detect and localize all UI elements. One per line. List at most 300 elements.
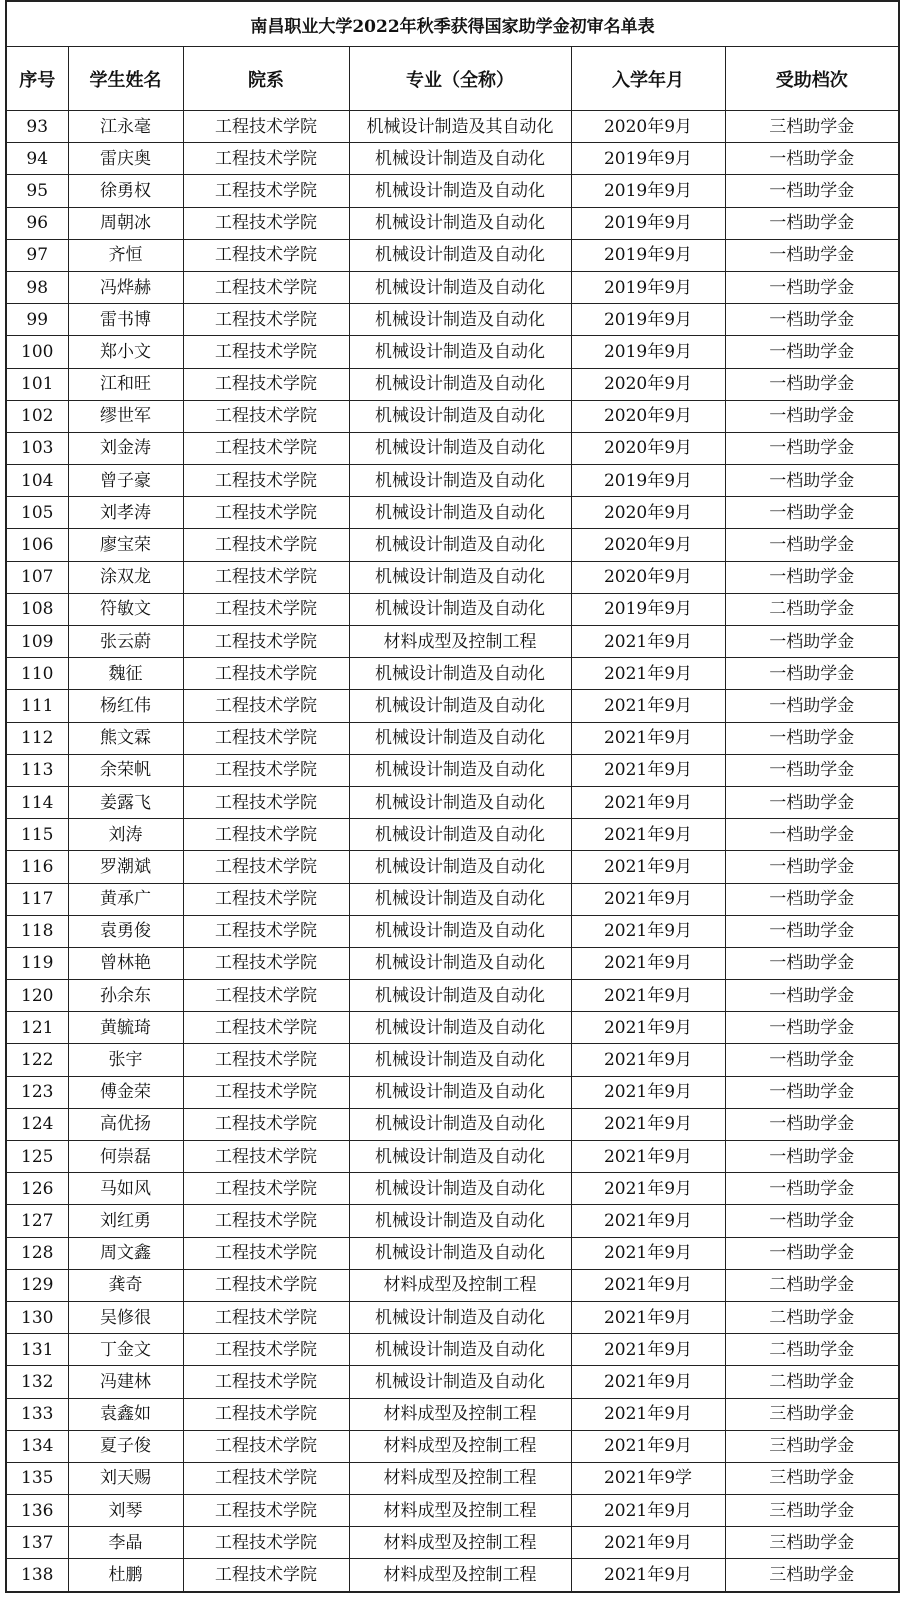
table-row (6, 754, 899, 786)
cell-student-name: 涂双龙 (68, 561, 183, 593)
cell-major: 材料成型及控制工程 (349, 1559, 571, 1592)
cell-grant-level: 一档助学金 (725, 722, 899, 754)
cell-student-name: 刘涛 (68, 819, 183, 851)
cell-enrollment-date: 2021年9月 (571, 786, 725, 818)
cell-major: 材料成型及控制工程 (349, 1398, 571, 1430)
header-enrollment-date: 入学年月 (571, 47, 725, 111)
cell-department: 工程技术学院 (183, 1044, 349, 1076)
cell-major: 材料成型及控制工程 (349, 1527, 571, 1559)
cell-major: 机械设计制造及自动化 (349, 658, 571, 690)
table-row (6, 1334, 899, 1366)
table-row (6, 1495, 899, 1527)
table-row (6, 1076, 899, 1108)
cell-student-name: 魏征 (68, 658, 183, 690)
cell-major: 机械设计制造及其自动化 (349, 111, 571, 143)
table-row (6, 1559, 899, 1592)
table-row (6, 561, 899, 593)
cell-enrollment-date: 2021年9月 (571, 690, 725, 722)
cell-enrollment-date: 2021年9月 (571, 754, 725, 786)
cell-major: 机械设计制造及自动化 (349, 786, 571, 818)
cell-grant-level: 一档助学金 (725, 851, 899, 883)
cell-seq: 117 (6, 883, 68, 915)
cell-student-name: 黄承广 (68, 883, 183, 915)
cell-department: 工程技术学院 (183, 1173, 349, 1205)
table-row (6, 1462, 899, 1494)
cell-department: 工程技术学院 (183, 465, 349, 497)
cell-major: 机械设计制造及自动化 (349, 754, 571, 786)
cell-grant-level: 一档助学金 (725, 1205, 899, 1237)
cell-enrollment-date: 2021年9月 (571, 1430, 725, 1462)
cell-major: 机械设计制造及自动化 (349, 593, 571, 625)
cell-grant-level: 一档助学金 (725, 400, 899, 432)
cell-seq: 98 (6, 271, 68, 303)
cell-student-name: 李晶 (68, 1527, 183, 1559)
cell-enrollment-date: 2019年9月 (571, 175, 725, 207)
table-row (6, 1173, 899, 1205)
cell-enrollment-date: 2021年9月 (571, 1527, 725, 1559)
cell-grant-level: 二档助学金 (725, 1334, 899, 1366)
cell-major: 机械设计制造及自动化 (349, 432, 571, 464)
cell-department: 工程技术学院 (183, 658, 349, 690)
cell-seq: 102 (6, 400, 68, 432)
table-row (6, 658, 899, 690)
cell-department: 工程技术学院 (183, 175, 349, 207)
cell-major: 机械设计制造及自动化 (349, 819, 571, 851)
cell-enrollment-date: 2021年9学 (571, 1462, 725, 1494)
cell-department: 工程技术学院 (183, 529, 349, 561)
cell-major: 机械设计制造及自动化 (349, 980, 571, 1012)
cell-enrollment-date: 2021年9月 (571, 722, 725, 754)
cell-enrollment-date: 2019年9月 (571, 207, 725, 239)
cell-major: 机械设计制造及自动化 (349, 690, 571, 722)
cell-student-name: 徐勇权 (68, 175, 183, 207)
cell-major: 机械设计制造及自动化 (349, 175, 571, 207)
cell-department: 工程技术学院 (183, 1462, 349, 1494)
cell-grant-level: 一档助学金 (725, 304, 899, 336)
cell-student-name: 曾林艳 (68, 947, 183, 979)
cell-grant-level: 三档助学金 (725, 1398, 899, 1430)
cell-student-name: 姜露飞 (68, 786, 183, 818)
cell-enrollment-date: 2019年9月 (571, 593, 725, 625)
cell-department: 工程技术学院 (183, 915, 349, 947)
cell-grant-level: 一档助学金 (725, 1141, 899, 1173)
cell-department: 工程技术学院 (183, 239, 349, 271)
cell-seq: 129 (6, 1269, 68, 1301)
cell-grant-level: 一档助学金 (725, 497, 899, 529)
cell-enrollment-date: 2021年9月 (571, 947, 725, 979)
cell-major: 机械设计制造及自动化 (349, 497, 571, 529)
cell-department: 工程技术学院 (183, 1366, 349, 1398)
cell-student-name: 郑小文 (68, 336, 183, 368)
cell-department: 工程技术学院 (183, 336, 349, 368)
table-title: 南昌职业大学2022年秋季获得国家助学金初审名单表 (6, 1, 899, 47)
cell-enrollment-date: 2021年9月 (571, 1044, 725, 1076)
table-row (6, 207, 899, 239)
cell-enrollment-date: 2021年9月 (571, 1108, 725, 1140)
cell-major: 机械设计制造及自动化 (349, 1141, 571, 1173)
cell-enrollment-date: 2019年9月 (571, 271, 725, 303)
grant-list-table (5, 0, 900, 1593)
cell-seq: 121 (6, 1012, 68, 1044)
cell-grant-level: 一档助学金 (725, 690, 899, 722)
cell-grant-level: 一档助学金 (725, 658, 899, 690)
table-row (6, 1205, 899, 1237)
document-sheet (5, 0, 898, 1600)
cell-grant-level: 一档助学金 (725, 1012, 899, 1044)
cell-grant-level: 一档助学金 (725, 175, 899, 207)
cell-major: 机械设计制造及自动化 (349, 1076, 571, 1108)
cell-student-name: 吴修很 (68, 1301, 183, 1333)
cell-enrollment-date: 2020年9月 (571, 400, 725, 432)
cell-grant-level: 一档助学金 (725, 368, 899, 400)
cell-enrollment-date: 2021年9月 (571, 883, 725, 915)
cell-department: 工程技术学院 (183, 1559, 349, 1592)
cell-enrollment-date: 2021年9月 (571, 819, 725, 851)
cell-department: 工程技术学院 (183, 1301, 349, 1333)
cell-seq: 105 (6, 497, 68, 529)
cell-student-name: 雷庆奥 (68, 143, 183, 175)
cell-student-name: 符敏文 (68, 593, 183, 625)
cell-seq: 138 (6, 1559, 68, 1592)
table-row (6, 1141, 899, 1173)
cell-major: 机械设计制造及自动化 (349, 529, 571, 561)
cell-enrollment-date: 2020年9月 (571, 497, 725, 529)
cell-major: 材料成型及控制工程 (349, 1462, 571, 1494)
cell-major: 机械设计制造及自动化 (349, 207, 571, 239)
table-row (6, 1430, 899, 1462)
cell-department: 工程技术学院 (183, 304, 349, 336)
cell-major: 机械设计制造及自动化 (349, 883, 571, 915)
cell-major: 机械设计制造及自动化 (349, 400, 571, 432)
cell-student-name: 雷书博 (68, 304, 183, 336)
cell-seq: 97 (6, 239, 68, 271)
cell-student-name: 袁勇俊 (68, 915, 183, 947)
cell-department: 工程技术学院 (183, 722, 349, 754)
cell-grant-level: 一档助学金 (725, 1173, 899, 1205)
cell-department: 工程技术学院 (183, 1141, 349, 1173)
cell-major: 机械设计制造及自动化 (349, 1012, 571, 1044)
cell-seq: 111 (6, 690, 68, 722)
cell-grant-level: 一档助学金 (725, 626, 899, 658)
cell-seq: 96 (6, 207, 68, 239)
cell-grant-level: 一档助学金 (725, 947, 899, 979)
cell-student-name: 周朝冰 (68, 207, 183, 239)
cell-seq: 122 (6, 1044, 68, 1076)
cell-student-name: 曾子豪 (68, 465, 183, 497)
cell-student-name: 余荣帆 (68, 754, 183, 786)
cell-enrollment-date: 2021年9月 (571, 1141, 725, 1173)
cell-seq: 126 (6, 1173, 68, 1205)
cell-seq: 134 (6, 1430, 68, 1462)
cell-grant-level: 一档助学金 (725, 980, 899, 1012)
cell-seq: 124 (6, 1108, 68, 1140)
cell-student-name: 齐恒 (68, 239, 183, 271)
table-row (6, 593, 899, 625)
cell-enrollment-date: 2019年9月 (571, 336, 725, 368)
table-row (6, 271, 899, 303)
cell-enrollment-date: 2019年9月 (571, 239, 725, 271)
cell-major: 机械设计制造及自动化 (349, 1205, 571, 1237)
cell-grant-level: 一档助学金 (725, 819, 899, 851)
cell-department: 工程技术学院 (183, 1430, 349, 1462)
cell-major: 机械设计制造及自动化 (349, 1044, 571, 1076)
cell-enrollment-date: 2021年9月 (571, 851, 725, 883)
table-body (6, 111, 899, 1592)
cell-seq: 136 (6, 1495, 68, 1527)
cell-student-name: 杨红伟 (68, 690, 183, 722)
cell-enrollment-date: 2020年9月 (571, 561, 725, 593)
cell-major: 材料成型及控制工程 (349, 1269, 571, 1301)
table-row (6, 175, 899, 207)
cell-seq: 114 (6, 786, 68, 818)
cell-department: 工程技术学院 (183, 1269, 349, 1301)
cell-student-name: 熊文霖 (68, 722, 183, 754)
cell-enrollment-date: 2021年9月 (571, 1173, 725, 1205)
cell-student-name: 缪世军 (68, 400, 183, 432)
table-row (6, 368, 899, 400)
cell-major: 机械设计制造及自动化 (349, 465, 571, 497)
cell-grant-level: 一档助学金 (725, 239, 899, 271)
cell-department: 工程技术学院 (183, 786, 349, 818)
cell-grant-level: 三档助学金 (725, 111, 899, 143)
cell-seq: 93 (6, 111, 68, 143)
cell-student-name: 丁金文 (68, 1334, 183, 1366)
table-row (6, 722, 899, 754)
cell-major: 机械设计制造及自动化 (349, 1366, 571, 1398)
cell-seq: 109 (6, 626, 68, 658)
table-row (6, 1527, 899, 1559)
cell-major: 机械设计制造及自动化 (349, 947, 571, 979)
cell-department: 工程技术学院 (183, 1398, 349, 1430)
cell-department: 工程技术学院 (183, 626, 349, 658)
cell-department: 工程技术学院 (183, 593, 349, 625)
cell-department: 工程技术学院 (183, 207, 349, 239)
table-row (6, 690, 899, 722)
cell-department: 工程技术学院 (183, 1076, 349, 1108)
cell-department: 工程技术学院 (183, 883, 349, 915)
cell-department: 工程技术学院 (183, 1012, 349, 1044)
cell-department: 工程技术学院 (183, 368, 349, 400)
table-row (6, 143, 899, 175)
cell-grant-level: 一档助学金 (725, 143, 899, 175)
cell-grant-level: 二档助学金 (725, 593, 899, 625)
cell-student-name: 江和旺 (68, 368, 183, 400)
table-row (6, 239, 899, 271)
table-row (6, 1398, 899, 1430)
cell-student-name: 刘孝涛 (68, 497, 183, 529)
cell-major: 材料成型及控制工程 (349, 626, 571, 658)
cell-seq: 112 (6, 722, 68, 754)
cell-department: 工程技术学院 (183, 400, 349, 432)
cell-department: 工程技术学院 (183, 1237, 349, 1269)
cell-department: 工程技术学院 (183, 1205, 349, 1237)
cell-major: 机械设计制造及自动化 (349, 561, 571, 593)
cell-seq: 127 (6, 1205, 68, 1237)
cell-major: 机械设计制造及自动化 (349, 851, 571, 883)
cell-seq: 107 (6, 561, 68, 593)
cell-student-name: 袁鑫如 (68, 1398, 183, 1430)
cell-seq: 104 (6, 465, 68, 497)
cell-grant-level: 一档助学金 (725, 1237, 899, 1269)
cell-department: 工程技术学院 (183, 819, 349, 851)
cell-department: 工程技术学院 (183, 561, 349, 593)
table-row (6, 980, 899, 1012)
cell-enrollment-date: 2019年9月 (571, 465, 725, 497)
title-row (6, 1, 899, 47)
cell-grant-level: 一档助学金 (725, 432, 899, 464)
cell-department: 工程技术学院 (183, 1495, 349, 1527)
cell-department: 工程技术学院 (183, 432, 349, 464)
cell-seq: 94 (6, 143, 68, 175)
cell-grant-level: 二档助学金 (725, 1301, 899, 1333)
cell-student-name: 罗潮斌 (68, 851, 183, 883)
cell-department: 工程技术学院 (183, 271, 349, 303)
cell-seq: 115 (6, 819, 68, 851)
cell-student-name: 龚奇 (68, 1269, 183, 1301)
cell-grant-level: 三档助学金 (725, 1527, 899, 1559)
cell-department: 工程技术学院 (183, 851, 349, 883)
cell-enrollment-date: 2021年9月 (571, 915, 725, 947)
cell-enrollment-date: 2021年9月 (571, 980, 725, 1012)
cell-student-name: 傅金荣 (68, 1076, 183, 1108)
cell-grant-level: 一档助学金 (725, 465, 899, 497)
cell-department: 工程技术学院 (183, 1334, 349, 1366)
cell-enrollment-date: 2020年9月 (571, 368, 725, 400)
table-row (6, 851, 899, 883)
cell-seq: 100 (6, 336, 68, 368)
cell-enrollment-date: 2021年9月 (571, 1334, 725, 1366)
table-row (6, 626, 899, 658)
header-department: 院系 (183, 47, 349, 111)
cell-grant-level: 一档助学金 (725, 786, 899, 818)
cell-student-name: 孙余东 (68, 980, 183, 1012)
cell-grant-level: 一档助学金 (725, 207, 899, 239)
cell-seq: 106 (6, 529, 68, 561)
cell-grant-level: 一档助学金 (725, 529, 899, 561)
cell-department: 工程技术学院 (183, 754, 349, 786)
table-row (6, 1237, 899, 1269)
cell-department: 工程技术学院 (183, 1527, 349, 1559)
cell-department: 工程技术学院 (183, 111, 349, 143)
table-row (6, 883, 899, 915)
cell-enrollment-date: 2021年9月 (571, 1398, 725, 1430)
cell-enrollment-date: 2021年9月 (571, 1301, 725, 1333)
cell-student-name: 张云蔚 (68, 626, 183, 658)
cell-major: 机械设计制造及自动化 (349, 1237, 571, 1269)
cell-major: 材料成型及控制工程 (349, 1495, 571, 1527)
table-row (6, 819, 899, 851)
header-student-name: 学生姓名 (68, 47, 183, 111)
cell-grant-level: 三档助学金 (725, 1430, 899, 1462)
cell-seq: 118 (6, 915, 68, 947)
cell-seq: 113 (6, 754, 68, 786)
cell-major: 机械设计制造及自动化 (349, 336, 571, 368)
table-row (6, 786, 899, 818)
cell-enrollment-date: 2021年9月 (571, 658, 725, 690)
cell-student-name: 江永毫 (68, 111, 183, 143)
cell-seq: 101 (6, 368, 68, 400)
table-row (6, 432, 899, 464)
cell-student-name: 刘红勇 (68, 1205, 183, 1237)
cell-enrollment-date: 2019年9月 (571, 143, 725, 175)
table-row (6, 304, 899, 336)
cell-student-name: 杜鹏 (68, 1559, 183, 1592)
table-row (6, 1366, 899, 1398)
cell-major: 机械设计制造及自动化 (349, 1334, 571, 1366)
table-row (6, 1301, 899, 1333)
cell-enrollment-date: 2020年9月 (571, 529, 725, 561)
header-major: 专业（全称） (349, 47, 571, 111)
table-row (6, 1269, 899, 1301)
table-row (6, 111, 899, 143)
table-row (6, 497, 899, 529)
cell-grant-level: 三档助学金 (725, 1495, 899, 1527)
cell-student-name: 冯烨赫 (68, 271, 183, 303)
cell-seq: 110 (6, 658, 68, 690)
table-row (6, 947, 899, 979)
cell-major: 机械设计制造及自动化 (349, 915, 571, 947)
cell-grant-level: 一档助学金 (725, 1044, 899, 1076)
cell-seq: 120 (6, 980, 68, 1012)
cell-grant-level: 一档助学金 (725, 336, 899, 368)
table-row (6, 1012, 899, 1044)
cell-enrollment-date: 2021年9月 (571, 626, 725, 658)
cell-department: 工程技术学院 (183, 980, 349, 1012)
cell-major: 材料成型及控制工程 (349, 1430, 571, 1462)
table-row (6, 1108, 899, 1140)
cell-seq: 137 (6, 1527, 68, 1559)
cell-grant-level: 二档助学金 (725, 1269, 899, 1301)
cell-major: 机械设计制造及自动化 (349, 143, 571, 175)
cell-grant-level: 三档助学金 (725, 1462, 899, 1494)
cell-enrollment-date: 2020年9月 (571, 111, 725, 143)
cell-student-name: 高优扬 (68, 1108, 183, 1140)
cell-grant-level: 一档助学金 (725, 1108, 899, 1140)
cell-seq: 131 (6, 1334, 68, 1366)
cell-student-name: 廖宝荣 (68, 529, 183, 561)
cell-seq: 128 (6, 1237, 68, 1269)
cell-department: 工程技术学院 (183, 143, 349, 175)
header-row (6, 47, 899, 111)
cell-grant-level: 三档助学金 (725, 1559, 899, 1592)
cell-department: 工程技术学院 (183, 947, 349, 979)
cell-department: 工程技术学院 (183, 690, 349, 722)
cell-major: 机械设计制造及自动化 (349, 722, 571, 754)
cell-grant-level: 一档助学金 (725, 883, 899, 915)
cell-seq: 123 (6, 1076, 68, 1108)
table-row (6, 400, 899, 432)
cell-major: 机械设计制造及自动化 (349, 368, 571, 400)
cell-student-name: 黄毓琦 (68, 1012, 183, 1044)
cell-seq: 103 (6, 432, 68, 464)
cell-enrollment-date: 2020年9月 (571, 432, 725, 464)
cell-student-name: 刘金涛 (68, 432, 183, 464)
cell-enrollment-date: 2021年9月 (571, 1269, 725, 1301)
header-grant-level: 受助档次 (725, 47, 899, 111)
cell-enrollment-date: 2021年9月 (571, 1366, 725, 1398)
cell-grant-level: 一档助学金 (725, 915, 899, 947)
table-row (6, 529, 899, 561)
cell-major: 机械设计制造及自动化 (349, 1301, 571, 1333)
cell-enrollment-date: 2021年9月 (571, 1495, 725, 1527)
cell-department: 工程技术学院 (183, 497, 349, 529)
cell-student-name: 刘琴 (68, 1495, 183, 1527)
cell-student-name: 何崇磊 (68, 1141, 183, 1173)
cell-major: 机械设计制造及自动化 (349, 1173, 571, 1205)
header-seq: 序号 (6, 47, 68, 111)
cell-seq: 108 (6, 593, 68, 625)
cell-grant-level: 一档助学金 (725, 1076, 899, 1108)
